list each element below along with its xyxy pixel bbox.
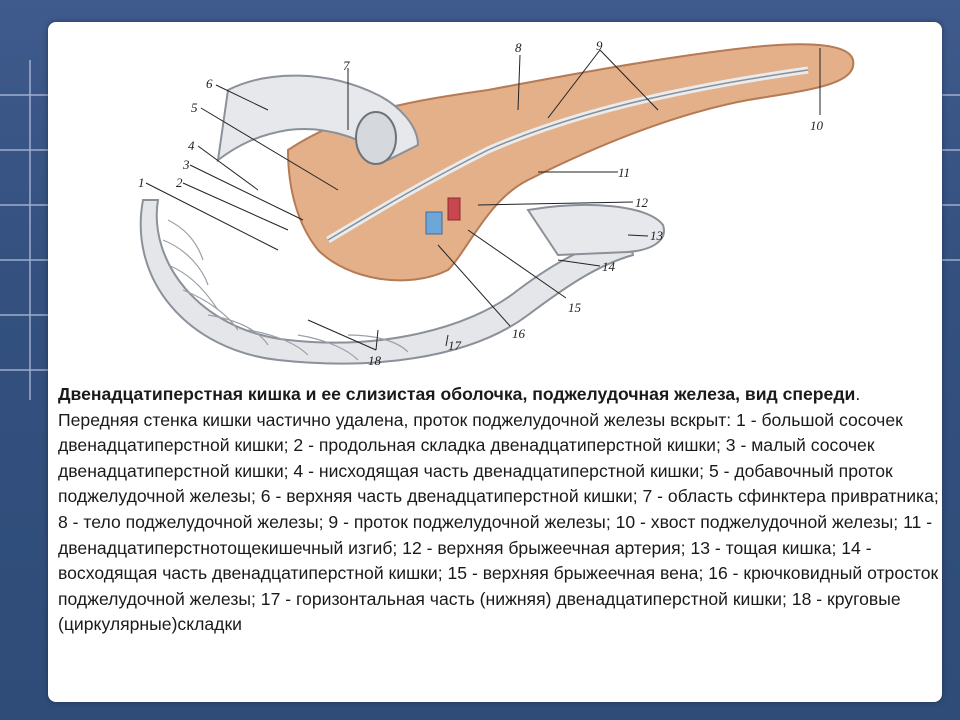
anatomy-illustration	[88, 30, 878, 375]
superior-mesenteric-artery	[448, 198, 460, 220]
jejunum	[528, 205, 664, 255]
label-1: 1	[138, 175, 145, 190]
label-6: 6	[206, 76, 213, 91]
label-2: 2	[176, 175, 183, 190]
label-4: 4	[188, 138, 195, 153]
label-5: 5	[191, 100, 198, 115]
label-12: 12	[635, 195, 648, 210]
label-3: 3	[183, 157, 190, 172]
superior-mesenteric-vein	[426, 212, 442, 234]
label-17: 17	[448, 338, 461, 353]
pylorus-opening	[356, 112, 396, 164]
label-13: 13	[650, 228, 663, 243]
label-18: 18	[368, 353, 381, 368]
label-11: 11	[618, 165, 631, 180]
label-7: 7	[343, 58, 350, 73]
label-9: 9	[596, 38, 603, 53]
label-8: 8	[515, 40, 522, 55]
figure-caption	[58, 382, 940, 638]
caption-title: Двенадцатиперстная кишка и ее слизистая оболочка, поджелудочная железа, вид спереди	[58, 384, 856, 404]
label-14: 14	[602, 259, 615, 274]
caption-body: . Передняя стенка кишки частично удалена, проток поджелудочной железы вскрыт: 1 - большой сосочек двенадцатиперстной кишки; 2 - продольная складка двенадцатиперстной кишки; 3 - малый сосочек двенадцатиперстной кишки; 4 - нисходящая часть двенадцатиперстной кишки; 5 - добавочный проток поджелудочной железы; 6 - верхняя часть двенадцатиперстной кишки; 7 - область сфинктера привратника; 8 - тело поджелудочной железы; 9 - проток поджелудочной железы; 10 - хвост поджелудочной железы; 11 - двенадцатиперстнотощекишечный изгиб; 12 - верхняя брыжеечная артерия; 13 - тощая кишка; 14 - восходящая часть двенадцатиперстной кишки; 15 - верхняя брыжеечная вена; 16 - крючковидный отросток поджелудочной железы; 17 - горизонтальная часть (нижняя) двенадцатиперстной кишки; 18 - круговые (циркулярные)складки	[58, 384, 939, 635]
label-16: 16	[512, 326, 525, 341]
label-15: 15	[568, 300, 581, 315]
label-10: 10	[810, 118, 823, 133]
